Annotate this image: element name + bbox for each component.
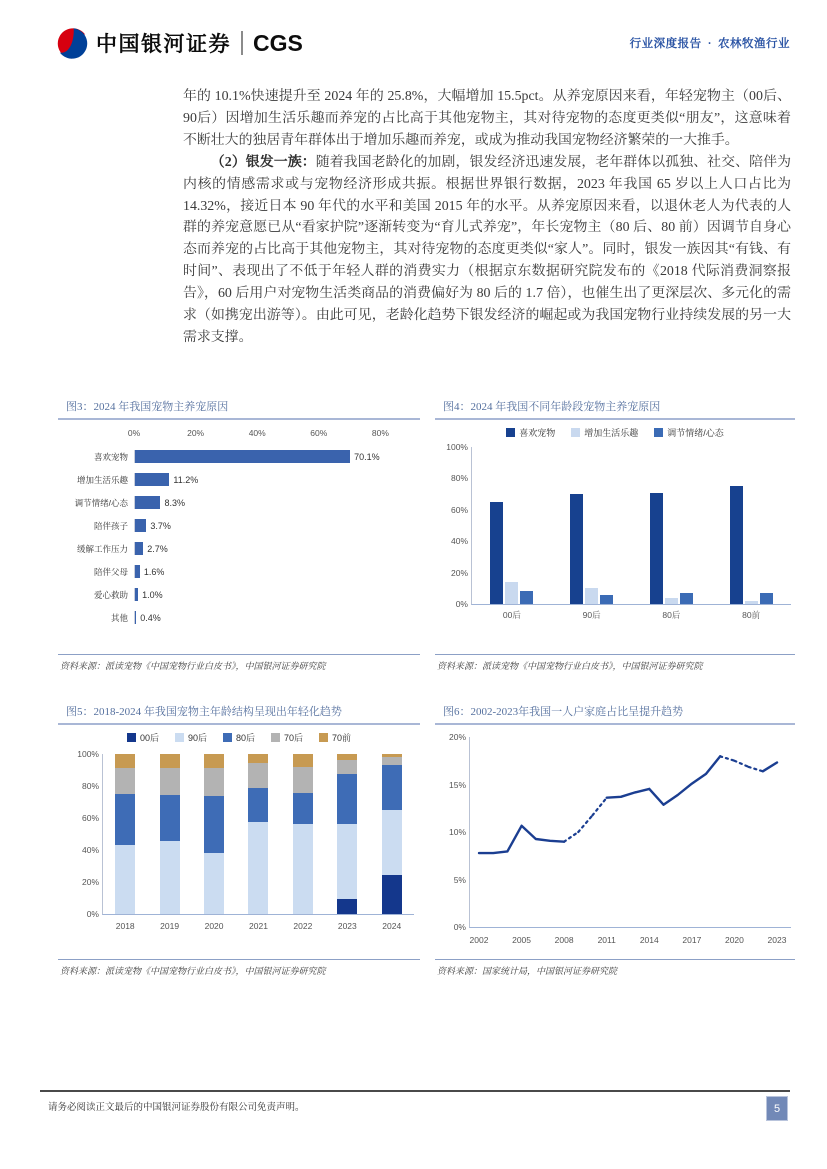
bar-segment	[204, 853, 224, 914]
stacked-bar	[248, 754, 268, 914]
bar	[135, 473, 169, 486]
bar-segment	[337, 824, 357, 899]
bar-segment	[382, 765, 402, 810]
bar-segment	[248, 763, 268, 788]
figure-4-title: 图4：2024 年我国不同年龄段宠物主养宠原因	[435, 396, 795, 420]
bar-track	[134, 473, 402, 486]
value-label: 2.7%	[147, 543, 168, 554]
line-solid-path	[479, 756, 777, 853]
footer-disclaimer: 请务必阅读正文最后的中国银河证券股份有限公司免责声明。	[48, 1103, 305, 1113]
y-axis-tick: 5%	[453, 874, 466, 885]
x-axis-tick: 80%	[371, 428, 389, 438]
figure-3-chart	[58, 420, 420, 654]
y-axis-tick: 20%	[81, 877, 99, 887]
stacked-bar	[293, 754, 313, 914]
plot-area	[77, 749, 414, 931]
paragraph-text: 随着我国老龄化的加剧，银发经济迅速发展，老年群体以孤独、社交、陪伴为内核的情感需求或与宠物经济形成共振。根据世界银行数据，2023 年我国 65 岁以上人口占比为 14.32%，接近日本 90 年代的水平和美国 2015 年的水平。从养宠原因来看，以退休老人为代表的人群的养宠意愿已从“看家护院”逐渐转变为“育儿式养宠”，年长宠物主（80 后、80 前）因调节自身心态而养宠的占比高于其他宠物主，其对待宠物的态度更类似“家人”。同时，银发一族因其“有钱、有时间”、表现出了不低于年轻人群的消费实力（根据京东数据研究院发布的《2018 代际消费洞察报告》，60 后用户对宠物生活类商品的消费偏好为 80 后的 1.7 倍），也催生出了更深层次、多元化的需求（如携宠出游等）。由此可见，老龄化趋势下银发经济的崛起或为我国宠物行业持续发展的另一大需求支撑。	[183, 154, 791, 345]
page-number-badge: 5	[766, 1096, 788, 1121]
bar	[730, 486, 743, 604]
legend-item	[223, 731, 255, 744]
bar	[135, 542, 143, 555]
category-label: 调节情绪/心态	[74, 497, 128, 508]
bar	[760, 593, 773, 604]
legend-item	[175, 731, 207, 744]
legend-label: 90后	[187, 732, 207, 743]
x-axis-tick: 20%	[187, 428, 205, 438]
bar-segment	[204, 768, 224, 796]
figure-4-source: 资料来源：派读宠物《中国宠物行业白皮书》，中国银河证券研究院	[435, 654, 795, 672]
bar-group	[236, 754, 280, 931]
x-axis-tick: 40%	[248, 428, 266, 438]
bar-group	[192, 754, 236, 931]
bar	[135, 565, 140, 578]
value-label: 70.1%	[354, 451, 380, 462]
bar-segment	[115, 754, 135, 768]
x-axis-label: 2020	[724, 935, 744, 945]
legend-swatch	[571, 428, 580, 437]
figure-5-source: 资料来源：派读宠物《中国宠物行业白皮书》，中国银河证券研究院	[58, 959, 420, 977]
legend-label: 70后	[284, 732, 304, 743]
category-label: 喜欢宠物	[93, 451, 128, 462]
legend	[58, 730, 420, 744]
bar-segment	[293, 793, 313, 824]
bar-segment	[382, 757, 402, 765]
figure-6-chart	[435, 725, 795, 959]
figure-3-block	[58, 396, 420, 672]
bar-group	[281, 754, 325, 931]
plot-area	[448, 732, 791, 945]
bar	[135, 588, 138, 601]
bar	[650, 493, 663, 604]
value-label: 3.7%	[150, 520, 171, 531]
stacked-bar	[115, 754, 135, 914]
bar-segment	[337, 760, 357, 774]
bar-segment	[160, 795, 180, 841]
figure-6-title: 图6：2002-2023年我国一人户家庭占比呈提升趋势	[435, 701, 795, 725]
bar-segment	[160, 754, 180, 768]
legend-item	[571, 426, 638, 439]
y-axis-tick: 60%	[81, 813, 99, 823]
bar-group	[103, 754, 147, 931]
y-axis-tick: 20%	[448, 732, 466, 742]
bar-segment	[115, 768, 135, 795]
category-label: 其他	[110, 612, 128, 623]
figure-3-title: 图3：2024 年我国宠物主养宠原因	[58, 396, 420, 420]
bar	[505, 582, 518, 604]
bar-group	[147, 754, 191, 931]
category-label: 陪伴父母	[93, 566, 128, 577]
x-axis-label: 2022	[293, 921, 313, 931]
bar-row	[58, 606, 420, 629]
legend-swatch	[223, 733, 232, 742]
brand-name-cn: 中国银河证券	[96, 33, 231, 56]
y-axis-tick: 15%	[448, 779, 466, 790]
x-axis-label: 2005	[512, 935, 532, 945]
legend-swatch	[654, 428, 663, 437]
bar	[570, 494, 583, 604]
bar-group	[711, 447, 791, 620]
legend-label: 喜欢宠物	[519, 427, 556, 438]
bar-track	[134, 519, 402, 532]
x-axis-label: 80后	[662, 610, 681, 620]
bar-row	[58, 514, 420, 537]
category-label: 爱心救助	[93, 589, 128, 600]
footer-divider	[40, 1090, 790, 1092]
brand-name-en: CGS	[253, 29, 303, 56]
figure-4-block	[435, 396, 795, 672]
legend-swatch	[319, 733, 328, 742]
legend-label: 70前	[332, 732, 352, 743]
bar	[520, 591, 533, 604]
bar-segment	[160, 841, 180, 914]
bar-row	[58, 583, 420, 606]
legend-item	[319, 731, 351, 744]
y-axis-tick: 40%	[81, 845, 99, 855]
x-axis-label: 00后	[502, 610, 521, 620]
brand-divider	[241, 31, 243, 55]
legend	[435, 425, 795, 439]
legend-item	[271, 731, 303, 744]
bar	[135, 496, 160, 509]
legend-swatch	[175, 733, 184, 742]
x-axis-label: 2023	[337, 921, 357, 931]
figure-4-chart	[435, 420, 795, 654]
y-axis-tick: 100%	[77, 749, 99, 759]
x-axis-label: 2014	[639, 935, 659, 945]
x-axis-label: 2021	[249, 921, 268, 931]
bar-segment	[382, 875, 402, 914]
figure-5-block	[58, 701, 420, 977]
bar-segment	[204, 796, 224, 853]
legend-item	[506, 426, 555, 439]
bar-segment	[204, 754, 224, 768]
bar	[600, 595, 613, 604]
bar-row	[58, 468, 420, 491]
value-label: 1.6%	[143, 566, 165, 577]
value-label: 0.4%	[140, 612, 161, 623]
category-label: 缓解工作压力	[76, 543, 128, 554]
legend-swatch	[127, 733, 136, 742]
x-axis-label: 2002	[469, 935, 489, 945]
value-label: 1.0%	[142, 589, 163, 600]
bar	[680, 593, 693, 604]
bar-group	[552, 447, 632, 620]
legend-label: 00后	[139, 732, 159, 743]
y-axis-tick: 80%	[450, 473, 468, 484]
paragraph-lead: （2）银发一族：	[210, 154, 316, 170]
y-axis-tick: 0%	[453, 922, 466, 932]
bar-group	[325, 754, 369, 931]
figure-6-block	[435, 701, 795, 977]
x-axis	[127, 428, 402, 443]
x-axis-label: 2019	[160, 921, 180, 931]
bar	[745, 601, 758, 604]
bar-segment	[160, 768, 180, 795]
paragraph-silver-generation	[183, 152, 791, 349]
page-header	[57, 24, 790, 62]
plot-area	[446, 442, 791, 620]
bar-row	[58, 560, 420, 583]
line-series	[470, 737, 792, 927]
figure-6-source: 资料来源：国家统计局，中国银河证券研究院	[435, 959, 795, 977]
x-axis-label: 2020	[204, 921, 224, 931]
bar-segment	[293, 754, 313, 767]
line-dashed-path	[564, 756, 763, 841]
bar-group	[472, 447, 552, 620]
bar-track	[134, 565, 402, 578]
y-axis-tick: 100%	[446, 442, 468, 452]
y-axis-tick: 20%	[450, 567, 468, 578]
bar-row	[58, 491, 420, 514]
bar	[585, 588, 598, 604]
bar	[490, 502, 503, 604]
industry-label: 农林牧渔行业	[718, 38, 790, 50]
bar-group	[632, 447, 712, 620]
x-axis-label: 2024	[382, 921, 402, 931]
stacked-bar	[204, 754, 224, 914]
y-axis-tick: 0%	[86, 909, 99, 919]
bar-segment	[293, 767, 313, 793]
x-axis-label: 2008	[554, 935, 574, 945]
legend-item	[127, 731, 159, 744]
legend-label: 调节情绪/心态	[667, 427, 724, 438]
legend-label: 80后	[235, 732, 255, 743]
figure-5-title: 图5：2018-2024 年我国宠物主年龄结构呈现出年轻化趋势	[58, 701, 420, 725]
bar	[135, 611, 136, 624]
legend-label: 增加生活乐趣	[584, 427, 639, 438]
x-axis-label: 90后	[582, 610, 601, 620]
y-axis-tick: 10%	[448, 827, 466, 837]
paragraph-continuation: 年的 10.1%快速提升至 2024 年的 25.8%，大幅增加 15.5pct。从养宠原因来看，年轻宠物主（00后、90后）因增加生活乐趣而养宠的占比高于其他宠物主，其对待宠物的态度更类似“朋友”，这意味着不断壮大的独居青年群体出于增加乐趣而养宠，或成为推动我国宠物经济繁荣的一大推手。	[183, 89, 791, 148]
bar-track	[134, 542, 402, 555]
category-label: 陪伴孩子	[93, 520, 128, 531]
bar-segment	[337, 899, 357, 914]
bar-rows	[58, 445, 420, 629]
bar	[665, 598, 678, 604]
stacked-bar	[337, 754, 357, 914]
x-axis-label: 2018	[115, 921, 135, 931]
legend-swatch	[271, 733, 280, 742]
galaxy-securities-logo-icon	[57, 28, 88, 59]
legend-swatch	[506, 428, 515, 437]
bar-segment	[293, 824, 313, 914]
bar-track	[134, 496, 402, 509]
y-axis-tick: 60%	[450, 504, 468, 515]
x-axis-label: 80前	[742, 610, 761, 620]
category-label: 增加生活乐趣	[76, 474, 128, 485]
body-text	[183, 86, 791, 349]
stacked-bar	[160, 754, 180, 914]
bar-segment	[382, 810, 402, 875]
bar	[135, 519, 146, 532]
bar-segment	[115, 794, 135, 845]
bar-segment	[248, 822, 268, 914]
value-label: 8.3%	[164, 497, 185, 508]
figure-5-chart	[58, 725, 420, 959]
bar-segment	[337, 774, 357, 824]
brand-logo	[57, 28, 303, 59]
bar-segment	[248, 788, 268, 823]
legend-item	[654, 426, 724, 439]
x-axis-label: 2017	[682, 935, 702, 945]
bar-segment	[115, 845, 135, 914]
bar-segment	[248, 754, 268, 763]
bar-track	[134, 588, 402, 601]
figure-3-source: 资料来源：派读宠物《中国宠物行业白皮书》，中国银河证券研究院	[58, 654, 420, 672]
bar-track	[134, 450, 402, 463]
bar-track	[134, 611, 402, 624]
y-axis-tick: 0%	[455, 599, 468, 609]
bar-row	[58, 537, 420, 560]
x-axis-label: 2023	[767, 935, 787, 945]
x-axis-label: 2011	[597, 935, 616, 945]
separator-dot: ·	[707, 38, 712, 50]
report-meta	[630, 35, 790, 51]
x-axis-tick: 60%	[310, 428, 328, 438]
report-type-label: 行业深度报告	[629, 38, 702, 50]
y-axis-tick: 80%	[81, 781, 99, 791]
bar-group	[370, 754, 414, 931]
y-axis-tick: 40%	[450, 536, 468, 547]
value-label: 11.2%	[173, 474, 199, 485]
stacked-bar	[382, 754, 402, 914]
bar	[135, 450, 350, 463]
x-axis-tick: 0%	[127, 428, 141, 438]
bar-row	[58, 445, 420, 468]
